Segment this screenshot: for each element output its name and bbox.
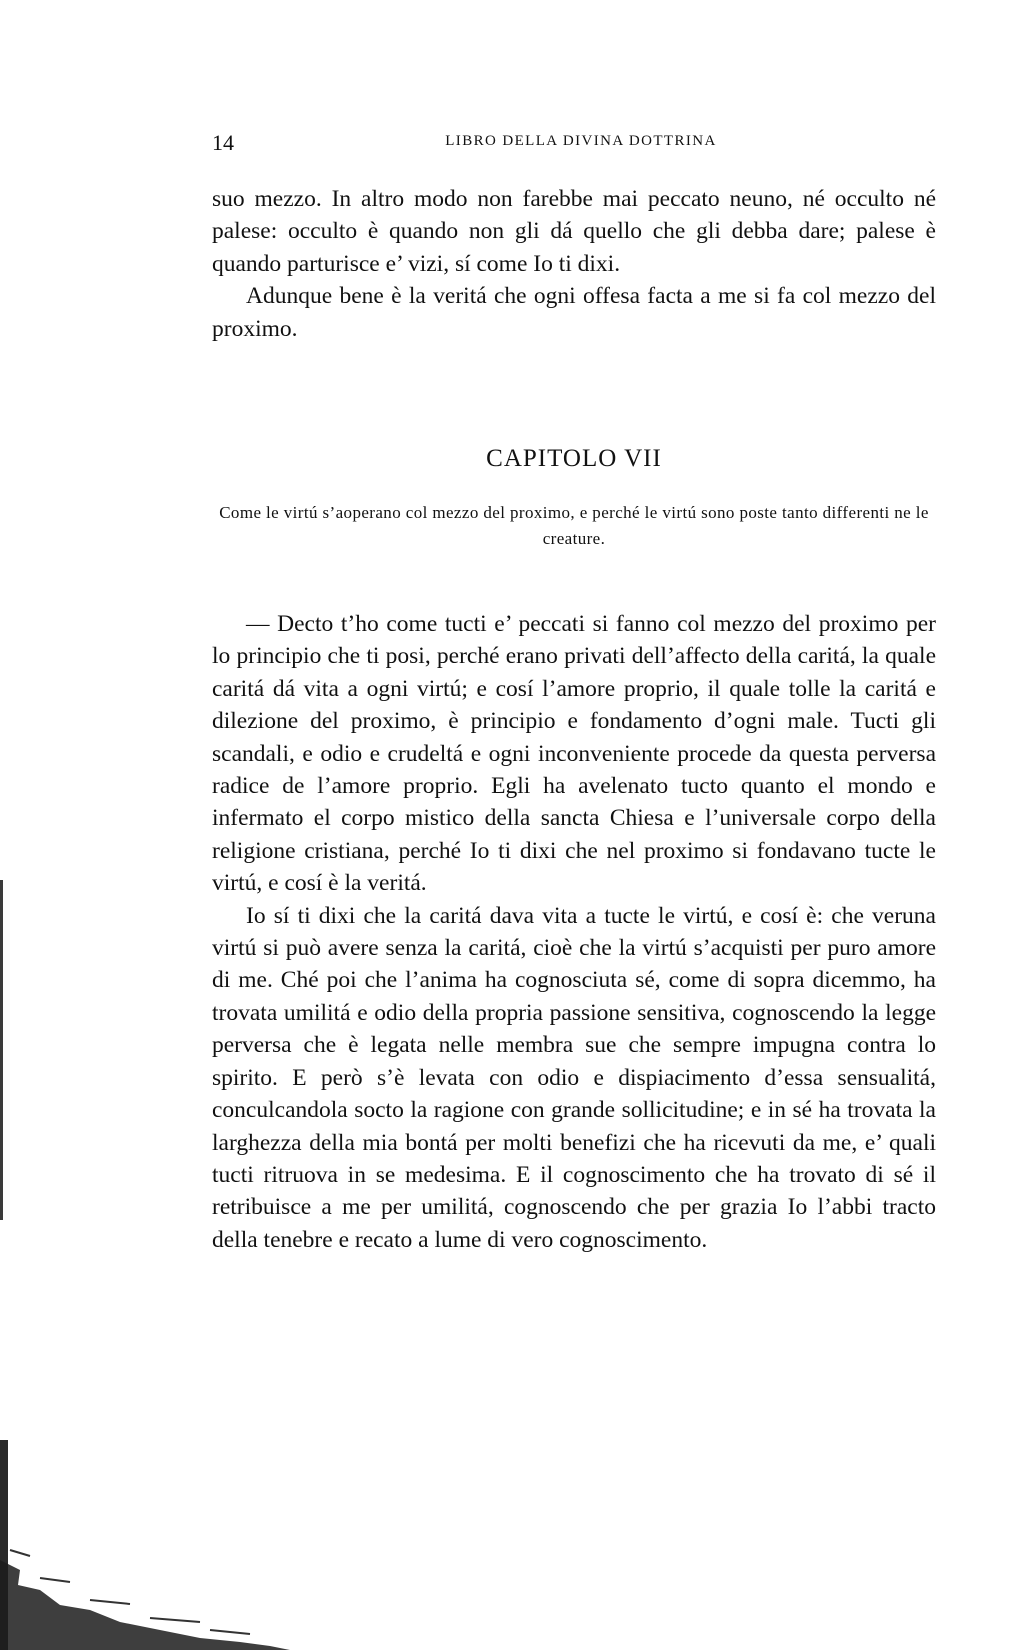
paragraph: — Decto t’ho come tucti e’ peccati si fanno col mezzo del proximo per lo principio che ti posi, perché erano privati dell’affecto della caritá, la quale caritá dá vita a ogni virtú; e cosí l’amore proprio, il quale tolle la caritá e dilezione del proximo, è principio e fondamento d’ogni male. Tucti gli scandali, e odio e crudeltá e ogni inconveniente procede da questa perversa radice de l’amore proprio. Egli ha avelenato tucto quanto el mondo e infermato el corpo mistico della sancta Chiesa e l’universale corpo della religione cristiana, perché Io ti dixi che nel proximo si fondavano tucte le virtú, e cosí è la veritá. — [212, 611, 936, 897]
scan-smudge — [0, 1530, 290, 1650]
paragraph: Io sí ti dixi che la caritá dava vita a tucte le virtú, e cosí è: che veruna virtú si può avere senza la caritá, cioè che la virtú s’acquisti per puro amore di me. Ché poi che l’anima ha cognosciuta sé, come di sopra dicemmo, ha trovata umilitá e odio della propria passione sensitiva, cognoscendo la legge perversa che è legata nelle membra sue che sempre impugna contra lo spirito. E però s’è levata con odio e dispiacimento d’essa sensualitá, conculcandola socto la ragione con grande sollicitudine; e in sé ha trovata la larghezza della mia bontá per molti benefizi che ha ricevuti da me, e’ quali tucti ritruova in se medesima. E il cognoscimento che ha trovato di sé il retribuisce a me per umilitá, cognoscendo che per grazia Io l’abbi tracto della tenebre e recato a lume di vero cognoscimento. — [212, 902, 936, 1253]
chapter-subtitle: Come le virtú s’aoperano col mezzo del proximo, e perché le virtú sono poste tanto differenti ne le creature. — [219, 503, 929, 548]
chapter-title: CAPITOLO VII — [486, 445, 662, 472]
binding-edge-shadow — [0, 880, 3, 1220]
page-number: 14 — [212, 130, 234, 155]
paragraph: Adunque bene è la veritá che ogni offesa facta a me si fa col mezzo del proximo. — [212, 283, 936, 342]
opening-text — [212, 183, 936, 345]
paragraph: suo mezzo. In altro modo non farebbe mai peccato neuno, né occulto né palese: occulto è quando non gli dá quello che gli debba dare; palese è quando parturisce e’ vizi, sí come Io ti dixi. — [212, 186, 936, 277]
chapter-text — [212, 608, 936, 1256]
running-head — [212, 130, 936, 156]
book-title: LIBRO DELLA DIVINA DOTTRINA — [445, 133, 717, 149]
